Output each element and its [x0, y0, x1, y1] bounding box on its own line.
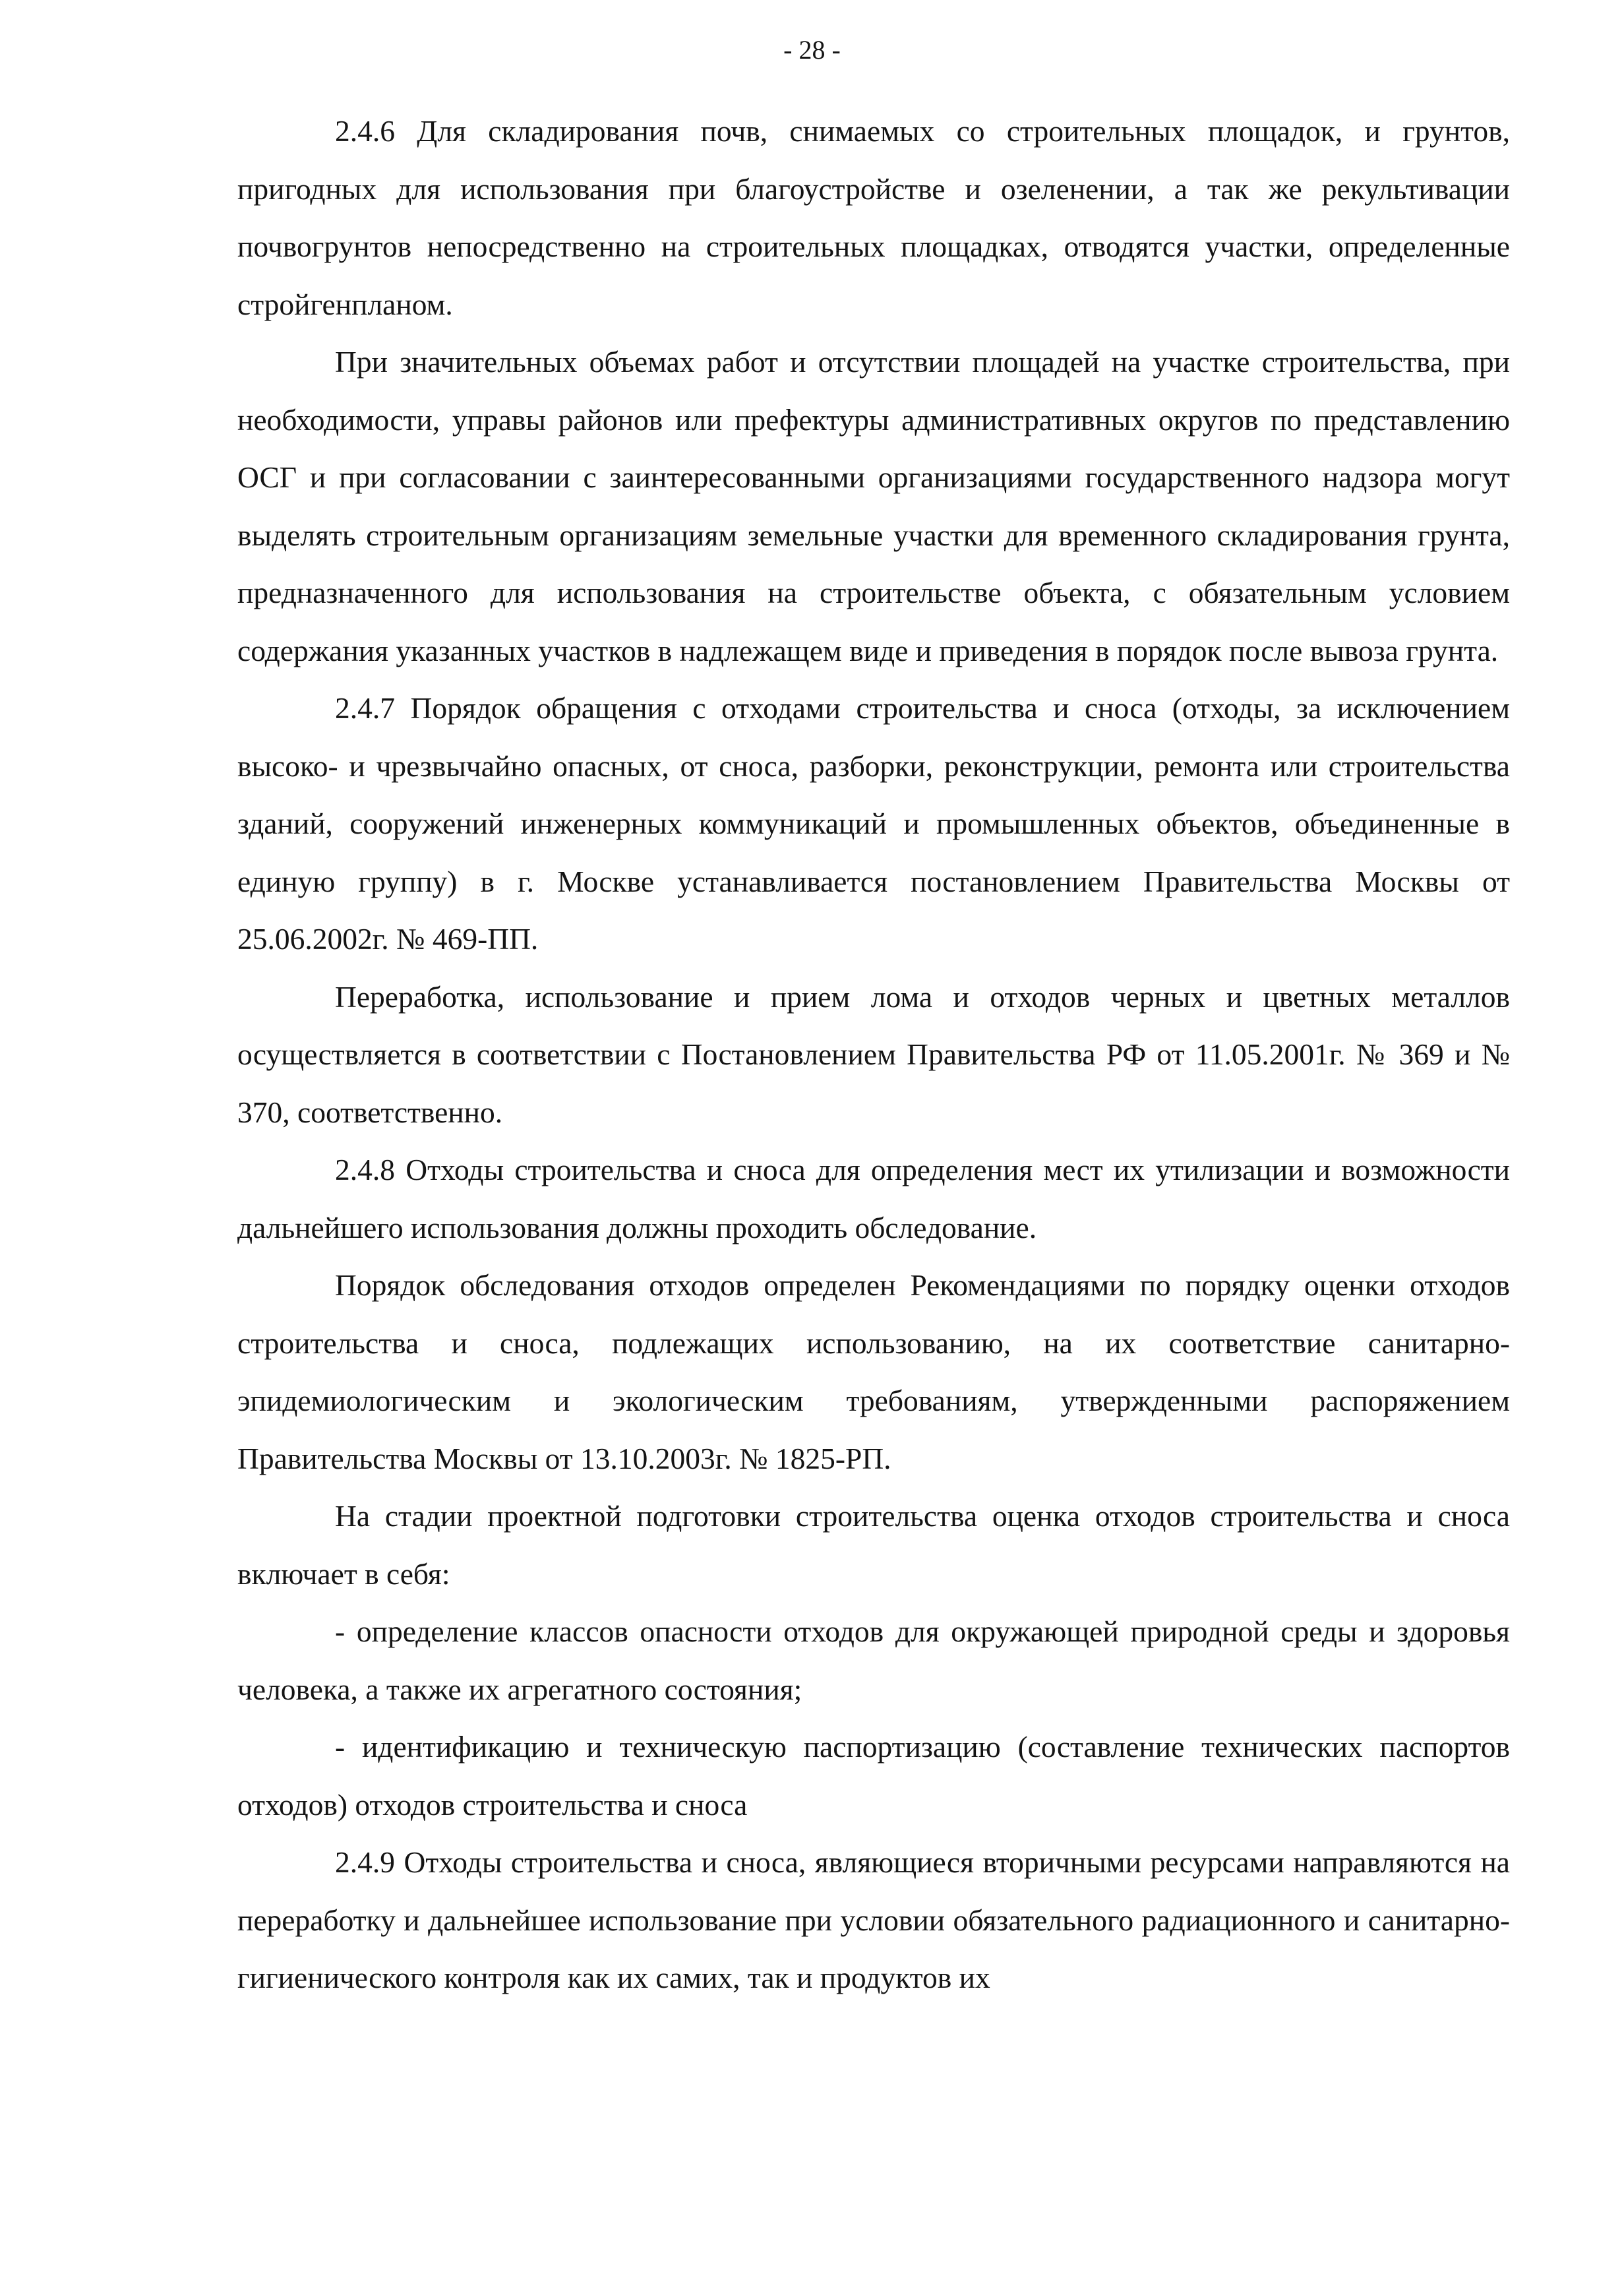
paragraph-2-4-7: 2.4.7 Порядок обращения с отходами строительства и сноса (отходы, за исключением высоко- и чрезвычайно опасных, от сноса, разборки, реконструкции, ремонта или строительства зданий, сооружений инженерных коммуникаций и промышленных объектов, объединенные в единую группу) в г. Москве устанавливается постановлением Правительства Москвы от 25.06.2002г. № 469-ПП. — [237, 691, 1510, 956]
page-number: - 28 - — [783, 35, 841, 65]
list-item-hazard-classes: - определение классов опасности отходов для окружающей природной среды и здоровья человека, а также их агрегатного состояния; — [237, 1614, 1510, 1706]
paragraph-2-4-8: 2.4.8 Отходы строительства и сноса для определения мест их утилизации и возможности дальнейшего использования должны проходить обследование. — [237, 1153, 1510, 1244]
paragraph-2-4-6: 2.4.6 Для складирования почв, снимаемых со строительных площадок, и грунтов, пригодных для использования при благоустройстве и озеленении, а так же рекультивации почвогрунтов непосредственно на строительных площадках, отводятся участки, определенные стройгенпланом. — [237, 114, 1510, 321]
document-body — [237, 102, 1510, 2007]
paragraph-2-4-9: 2.4.9 Отходы строительства и сноса, являющиеся вторичными ресурсами направляются на переработку и дальнейшее использование при условии обязательного радиационного и санитарно-гигиенического контроля как их самих, так и продуктов их — [237, 1845, 1510, 1994]
list-item-passportization: - идентификацию и техническую паспортизацию (составление технических паспортов отходов) отходов строительства и сноса — [237, 1730, 1510, 1822]
paragraph-metal-scrap: Переработка, использование и прием лома и отходов черных и цветных металлов осуществляется в соответствии с Постановлением Правительства РФ от 11.05.2001г. № 369 и № 370, соответственно. — [237, 979, 1510, 1129]
paragraph-design-stage: На стадии проектной подготовки строительства оценка отходов строительства и сноса включает в себя: — [237, 1499, 1510, 1591]
paragraph-inspection-procedure: Порядок обследования отходов определен Рекомендациями по порядку оценки отходов строительства и сноса, подлежащих использованию, на их соответствие санитарно-эпидемиологическим и экологическим требованиям, утвержденными распоряжением Правительства Москвы от 13.10.2003г. № 1825-РП. — [237, 1268, 1510, 1475]
paragraph-temporary-storage: При значительных объемах работ и отсутствии площадей на участке строительства, при необходимости, управы районов или префектуры административных округов по представлению ОСГ и при согласовании с заинтересованными организациями государственного надзора могут выделять строительным организациям земельные участки для временного складирования грунта, предназначенного для использования на строительстве объекта, с обязательным условием содержания указанных участков в надлежащем виде и приведения в порядок после вывоза грунта. — [237, 345, 1510, 667]
